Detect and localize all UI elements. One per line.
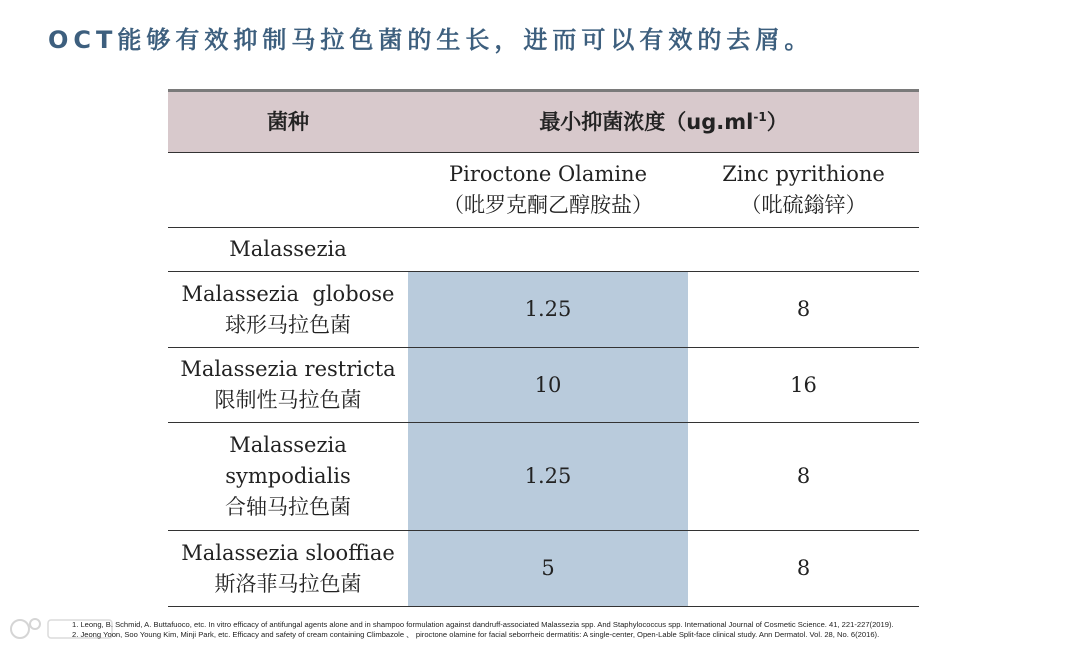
genus-label: Malassezia (229, 237, 347, 261)
table-row (168, 423, 919, 531)
zinc-value: 8 (796, 297, 811, 321)
reference-1: 1. Leong, B. Schmid, A. Buttafuoco, etc. In vitro efficacy of antifungal agents alone and in shampoo formulation against dandruff-associated Malassezia spp. And Staphylococcus spp. International Journal of Cosmetic Science. 41, 221-227(2019). (72, 620, 894, 629)
species-cell: Malassezia restricta 限制性马拉色菌 (180, 357, 396, 412)
piroctone-value: 5 (408, 531, 688, 607)
piroctone-value: 1.25 (408, 423, 688, 531)
mic-table (168, 89, 919, 607)
subheader-zinc: Zinc pyrithione （吡硫鎓锌） (722, 162, 885, 217)
zinc-value: 8 (796, 464, 811, 488)
table-row (168, 272, 919, 348)
zinc-value: 8 (796, 556, 811, 580)
header-species: 菌种 (168, 91, 408, 153)
subheader-piroctone: Piroctone Olamine （吡罗克酮乙醇胺盐） (443, 162, 653, 217)
species-cell: Malassezia globose 球形马拉色菌 (181, 281, 395, 337)
table-subheader-row (168, 153, 919, 228)
header-mic: 最小抑菌浓度$(ug.ml^{-1})$ (408, 91, 919, 153)
reference-2: 2. Jeong Yoon, Soo Young Kim, Minji Park, etc. Efficacy and safety of cream containing Climbazole 、 piroctone olamine for facial seborrheic dermatitis: A single-center, Open-Lable Split-face clinical study. Ann Dermatol. Vol. 28, No. 6(2016). (72, 629, 880, 639)
table-row-genus (168, 228, 919, 272)
table-header-row (168, 91, 919, 153)
references (72, 620, 1072, 639)
slide-title: OCT能够有效抑制马拉色菌的生长，进而可以有效的去屑。 (48, 26, 814, 54)
table-row (168, 531, 919, 607)
piroctone-value: 1.25 (408, 272, 688, 348)
subheader-empty (168, 153, 408, 228)
piroctone-value: 10 (408, 348, 688, 423)
species-cell: Malassezia sympodialis 合轴马拉色菌 (225, 433, 351, 519)
species-cell: Malassezia slooffiae 斯洛菲马拉色菌 (181, 540, 395, 596)
table-row (168, 348, 919, 423)
zinc-value: 16 (790, 372, 817, 397)
